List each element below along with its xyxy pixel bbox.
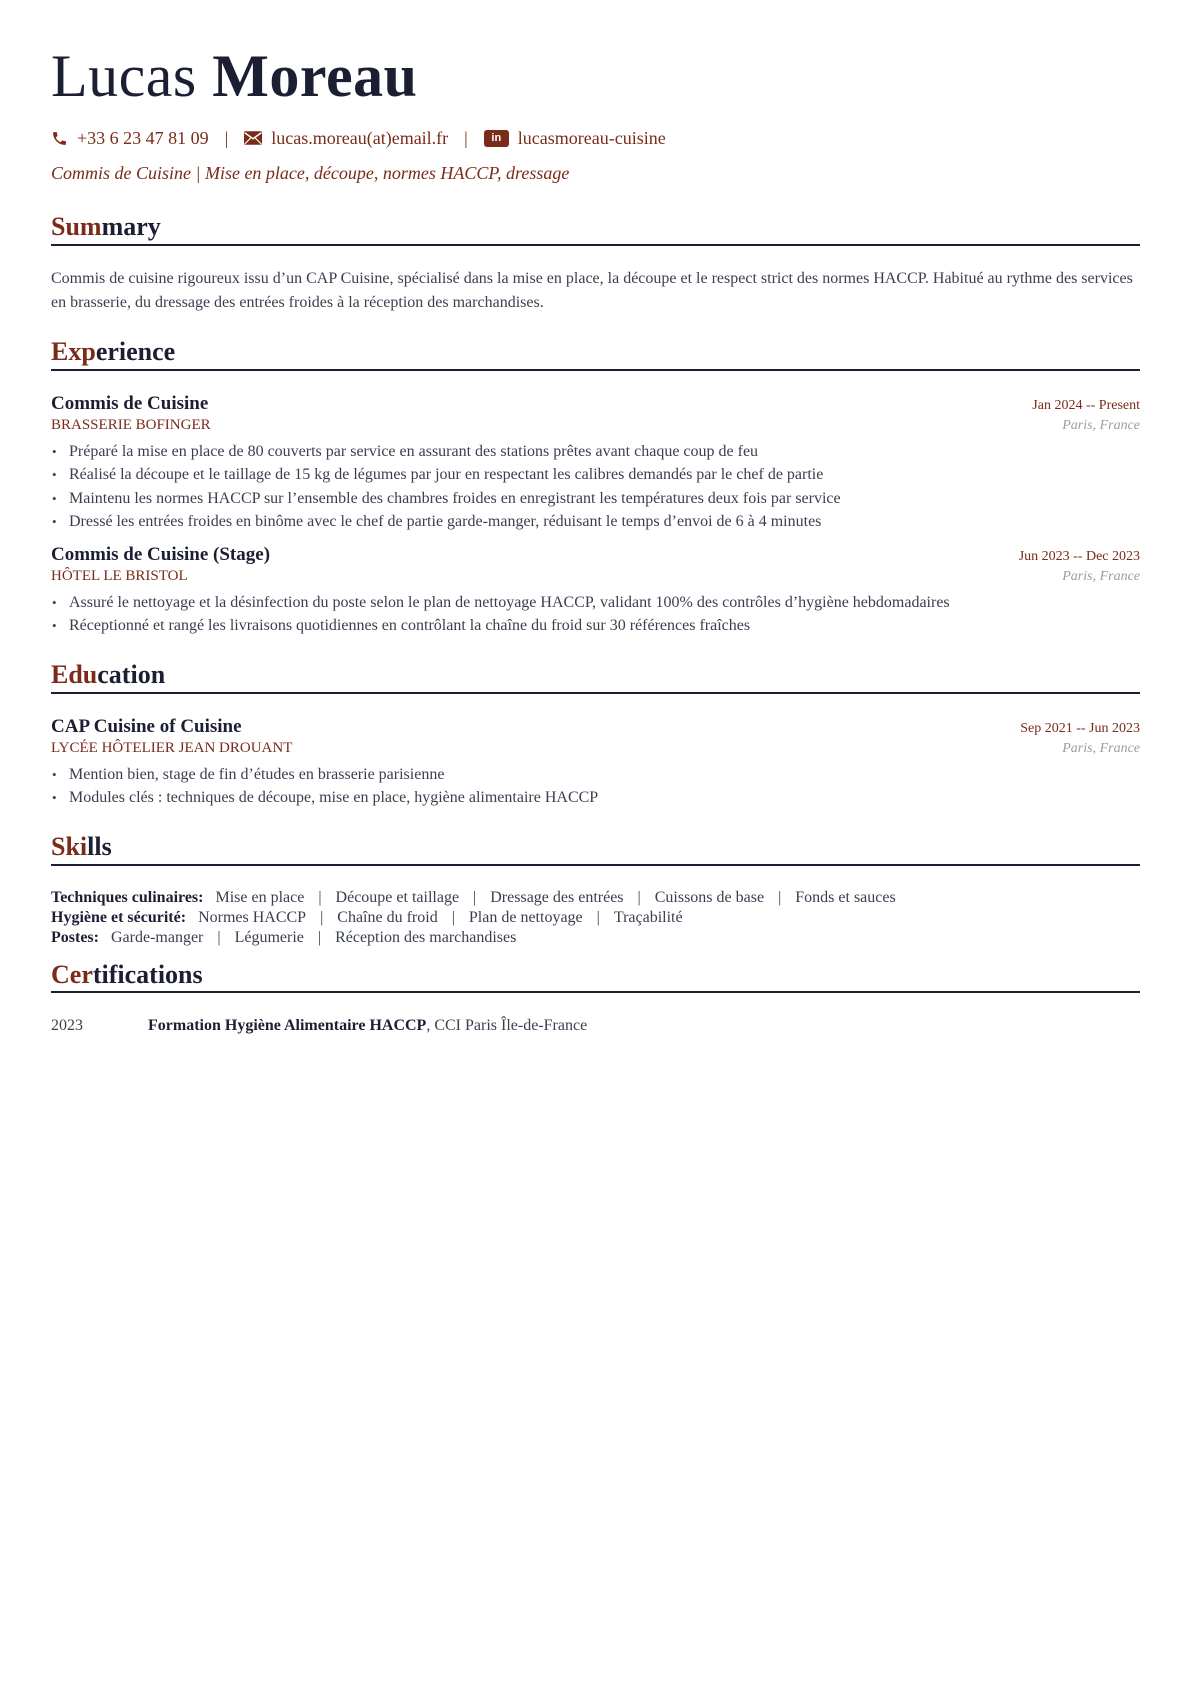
section-title-accent: Ski — [51, 831, 88, 861]
envelope-icon — [244, 131, 262, 145]
bullet-item: • Préparé la mise en place de 80 couverts par service en assurant des stations prêtes avant chaque coup de feu — [51, 440, 1140, 464]
contact-separator: | — [464, 127, 468, 148]
linkedin-icon: in — [484, 130, 509, 147]
degree-title: CAP Cuisine of Cuisine — [51, 715, 242, 737]
skill-item: Légumerie — [234, 928, 304, 946]
email-text: lucas.moreau(at)email.fr — [271, 127, 449, 148]
section-title-accent: Cer — [51, 959, 93, 989]
skill-separator: | — [778, 888, 782, 906]
certification-issuer: , CCI Paris Île-de-France — [426, 1017, 588, 1035]
skill-item: Garde-manger — [110, 928, 204, 946]
phone-icon — [51, 130, 68, 147]
bullet-item: • Maintenu les normes HACCP sur l’ensemble des chambres froides en enregistrant les températures deux fois par service — [51, 487, 1140, 511]
employer-name: BRASSERIE BOFINGER — [51, 416, 211, 433]
first-name: Lucas — [51, 43, 197, 109]
skill-category: Hygiène et sécurité: — [51, 908, 187, 926]
section-title-accent: Sum — [51, 212, 102, 241]
skill-separator: | — [596, 908, 600, 926]
education-entry — [51, 716, 1140, 810]
summary-text: Commis de cuisine rigoureux issu d’un CAP Cuisine, spécialisé dans la mise en place, la découpe et le respect strict des normes HACCP. Habitué au rythme des services en brasserie, du dressage des entrées froides à la réception des marchandises. — [51, 269, 1133, 311]
skill-item: Découpe et taillage — [335, 888, 460, 906]
email-item[interactable] — [244, 128, 448, 149]
skill-row — [51, 888, 1140, 908]
bullet-item: • Réceptionné et rangé les livraisons quotidiennes en contrôlant la chaîne du froid sur 30 références fraîches — [51, 614, 1140, 638]
job-bullets — [51, 591, 1140, 638]
skills-list — [51, 888, 1140, 948]
employer-name: HÔTEL LE BRISTOL — [51, 567, 188, 584]
job-date: Jan 2024 -- Present — [1032, 397, 1140, 413]
skill-category: Techniques culinaires: — [51, 888, 204, 906]
job-location: Paris, France — [1062, 417, 1140, 433]
contact-separator: | — [224, 127, 229, 148]
skill-row — [51, 928, 1140, 948]
skill-row — [51, 908, 1140, 928]
candidate-name — [51, 43, 1140, 109]
linkedin-item[interactable] — [484, 128, 666, 149]
education-date: Sep 2021 -- Jun 2023 — [1020, 720, 1140, 736]
section-title-rest: tifications — [92, 959, 203, 989]
bullet-item: • Mention bien, stage de fin d’études en brasserie parisienne — [51, 763, 1140, 787]
section-title-education — [51, 660, 1140, 694]
skill-item: Plan de nettoyage — [468, 908, 583, 926]
section-title-rest: lls — [87, 831, 112, 861]
school-name: LYCÉE HÔTELIER JEAN DROUANT — [51, 739, 293, 756]
skill-separator: | — [318, 888, 322, 906]
section-title-skills — [51, 832, 1140, 866]
skill-separator: | — [317, 928, 322, 946]
school-location: Paris, France — [1062, 740, 1140, 756]
skill-item: Traçabilité — [613, 908, 683, 926]
skill-separator: | — [473, 888, 477, 906]
skill-item: Mise en place — [215, 888, 305, 906]
section-title-certifications — [51, 960, 1140, 994]
section-title-rest: mary — [101, 212, 161, 241]
section-title-accent: Exp — [51, 336, 96, 366]
section-title-rest: erience — [95, 336, 176, 366]
bullet-item: • Assuré le nettoyage et la désinfection du poste selon le plan de nettoyage HACCP, validant 100% des contrôles d’hygiène hebdomadaires — [51, 591, 1140, 615]
bullet-item: • Modules clés : techniques de découpe, mise en place, hygiène alimentaire HACCP — [51, 786, 1140, 810]
skill-item: Fonds et sauces — [795, 888, 896, 906]
experience-entry — [51, 393, 1140, 534]
skill-separator: | — [637, 888, 641, 906]
experience-entry — [51, 544, 1140, 638]
skill-item: Chaîne du froid — [337, 908, 438, 926]
certification-entry — [51, 1017, 1140, 1035]
job-bullets — [51, 440, 1140, 534]
education-bullets — [51, 763, 1140, 810]
skill-separator: | — [451, 908, 455, 926]
skill-category: Postes: — [51, 928, 99, 946]
certification-year: 2023 — [51, 1017, 83, 1035]
last-name: Moreau — [212, 43, 418, 109]
phone-item[interactable] — [51, 128, 209, 149]
job-location: Paris, France — [1062, 568, 1140, 584]
section-title-rest: cation — [97, 659, 166, 689]
tagline: Commis de Cuisine | Mise en place, découpe, normes HACCP, dressage — [51, 163, 570, 183]
contact-line — [51, 126, 1140, 150]
skill-item: Cuissons de base — [654, 888, 765, 906]
job-title: Commis de Cuisine (Stage) — [51, 543, 271, 565]
skill-item: Dressage des entrées — [490, 888, 624, 906]
skill-separator: | — [320, 908, 324, 926]
section-title-experience — [51, 337, 1140, 371]
section-title-accent: Edu — [51, 659, 98, 689]
job-title: Commis de Cuisine — [51, 392, 209, 414]
linkedin-text: lucasmoreau-cuisine — [517, 127, 666, 148]
bullet-item: • Dressé les entrées froides en binôme avec le chef de partie garde-manger, réduisant le temps d’envoi de 6 à 4 minutes — [51, 510, 1140, 534]
certification-title: Formation Hygiène Alimentaire HACCP — [148, 1017, 427, 1035]
section-title-summary — [51, 212, 1140, 246]
job-date: Jun 2023 -- Dec 2023 — [1018, 548, 1140, 564]
skill-separator: | — [217, 928, 221, 946]
skill-item: Réception des marchandises — [335, 928, 517, 946]
phone-text: +33 6 23 47 81 09 — [77, 127, 209, 148]
bullet-item: • Réalisé la découpe et le taillage de 15 kg de légumes par jour en respectant les calibres demandés par le chef de partie — [51, 463, 1140, 487]
skill-item: Normes HACCP — [198, 908, 307, 926]
